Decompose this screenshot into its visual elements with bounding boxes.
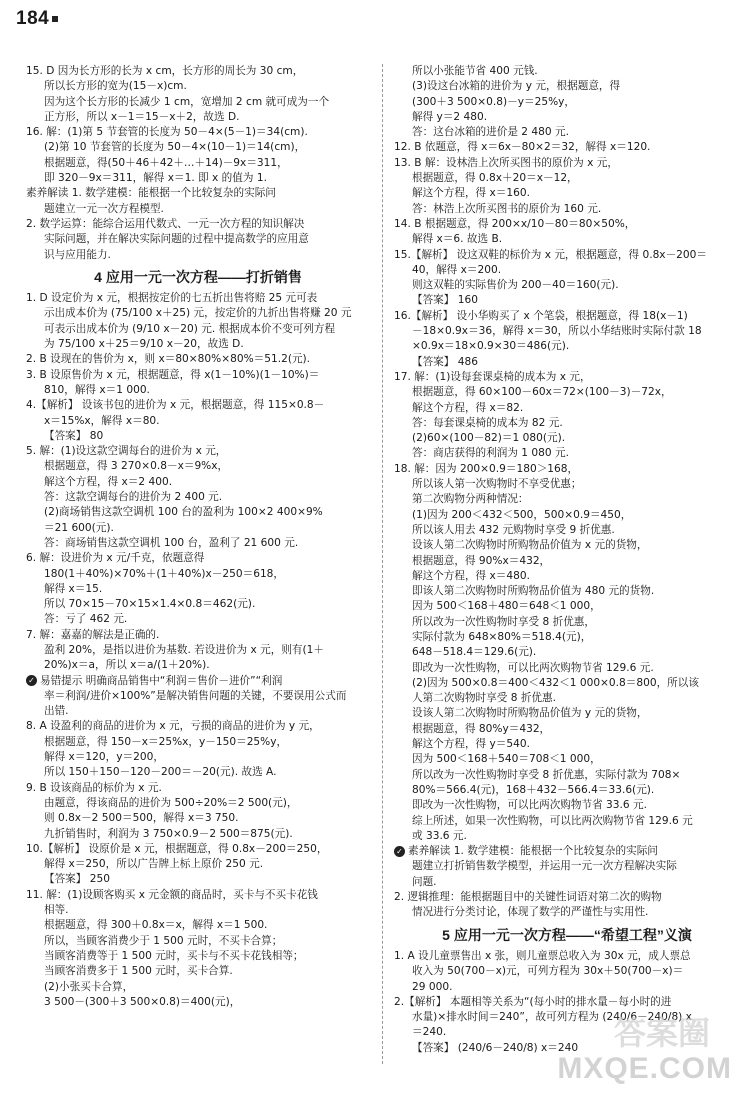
text-line: 13. B 解：设林浩上次所买图书的原价为 x 元， bbox=[394, 156, 618, 169]
watermark-url: MXQE.COM bbox=[557, 1052, 732, 1085]
text-line: 3 500－(300＋3 500×0.8)＝400(元)， bbox=[44, 995, 241, 1008]
text-line: 解这个方程，得 y＝540. bbox=[412, 738, 530, 751]
text-line: 【答案】 250 bbox=[44, 873, 110, 886]
text-line: 所以 150＋150－120－200＝－20(元). 故选 A. bbox=[44, 766, 277, 779]
text-line: 可表示出成本价为 (9/10 x－20) 元. 根据成本价不变可列方程 bbox=[44, 322, 336, 335]
text-line: 16.【解析】 设小华购买了 x 个笔袋，根据题意，得 18(x－1) bbox=[394, 309, 688, 322]
text-line: 盈利 20%，是指以进价为基数. 若设进价为 x 元，则有(1＋ bbox=[44, 643, 324, 656]
text-line: 答：亏了 462 元. bbox=[44, 613, 128, 626]
text-line: 实际问题，并在解决实际问题的过程中提高数学的应用意 bbox=[44, 233, 309, 246]
text-line: 8. A 设盈利的商品的进价为 x 元，亏损的商品的进价为 y 元， bbox=[26, 720, 320, 733]
text-line: 第二次购物分两种情况： bbox=[412, 493, 529, 506]
text-line: 人第二次购物时享受 8 折优惠. bbox=[412, 692, 556, 705]
text-line: 水量)×排水时间＝240”，故可列方程为 (240/6－240/8) x bbox=[412, 1011, 692, 1024]
text-line: (1)因为 200＜432＜500，500×0.9＝450， bbox=[412, 508, 632, 521]
text-line: 80%＝566.4(元)，168＋432－566.4＝33.6(元). bbox=[412, 783, 655, 796]
text-line bbox=[26, 674, 370, 689]
text-line: 即改为一次性购物，可以比两次购物节省 33.6 元. bbox=[412, 799, 647, 812]
text-line: 所以改为一次性购物时享受 8 折优惠， bbox=[412, 615, 595, 628]
text-line: 由题意，得该商品的进价为 500÷20%＝2 500(元)， bbox=[44, 796, 298, 809]
text-line: 所以 70×15－70×15×1.4×0.8＝462(元). bbox=[44, 598, 256, 611]
check-badge-icon: ✓ bbox=[26, 675, 37, 686]
text-line: 1. D 设定价为 x 元，根据按定价的七五折出售将赔 25 元可表 bbox=[26, 292, 318, 305]
text-line: 即该人第二次购物时所购物品价值为 480 元的货物. bbox=[412, 585, 655, 598]
watermark-logo: 答案圈 bbox=[613, 1014, 710, 1052]
text-line: 相等. bbox=[44, 904, 69, 917]
text-line: 答：每套课桌椅的成本为 82 元. bbox=[412, 416, 563, 429]
text-line: 因为这个长方形的长减少 1 cm，宽增加 2 cm 就可成为一个 bbox=[44, 95, 330, 108]
text-line: 所以，当顾客消费少于 1 500 元时，不买卡合算； bbox=[44, 934, 283, 947]
text-line: 则这双鞋的实际售价为 200－40＝160(元). bbox=[412, 279, 619, 292]
text-line: 率＝利润/进价×100%”是解决销售问题的关键，不要误用公式而 bbox=[44, 689, 347, 702]
text-line: 收入为 50(700－x)元，可列方程为 30x＋50(700－x)＝ bbox=[412, 965, 684, 978]
text-line: 则 0.8x－2 500＝500，解得 x＝3 750. bbox=[44, 812, 239, 825]
text-line: 答：这款空调每台的进价为 2 400 元. bbox=[44, 491, 223, 504]
text-line: ×0.9x＝18×0.9×30＝486(元). bbox=[412, 340, 570, 353]
left-column bbox=[26, 64, 370, 1010]
text-line: 题建立打折销售数学模型，并运用一元一次方程解决实际 bbox=[412, 860, 677, 873]
text-line: (2)因为 500×0.8＝400＜432＜1 000×0.8＝800，所以该 bbox=[412, 676, 699, 689]
text-line: ＝21 600(元). bbox=[44, 521, 114, 534]
text-line: 即改为一次性购物，可以比两次购物节省 129.6 元. bbox=[412, 661, 654, 674]
text-line: 【答案】 486 bbox=[412, 355, 478, 368]
text-line: 解得 x＝15. bbox=[44, 582, 103, 595]
text-line: 问题. bbox=[412, 875, 437, 888]
text-line: 180(1＋40%)×70%＋(1＋40%)x－250＝618， bbox=[44, 567, 285, 580]
text-line: 解得 x＝250，所以广告牌上标上原价 250 元. bbox=[44, 858, 264, 871]
text-line: 综上所述，如果一次性购物，可以比两次购物节省 129.6 元 bbox=[412, 814, 693, 827]
text-line: x＝15%x，解得 x＝80. bbox=[44, 414, 160, 427]
text-line: (300＋3 500×0.8)－y＝25%y， bbox=[412, 95, 575, 108]
text-line: 【答案】 80 bbox=[44, 429, 104, 442]
text-line: 16. 解：(1)第 5 节套管的长度为 50－4×(5－1)＝34(cm). bbox=[26, 126, 308, 139]
text-line: 九折销售时，利润为 3 750×0.9－2 500＝875(元). bbox=[44, 827, 293, 840]
text-line bbox=[394, 844, 740, 859]
text-line: 29 000. bbox=[412, 980, 453, 993]
text-line: 2. 逻辑推理：能根据题目中的关键性词语对第二次的购物 bbox=[394, 891, 662, 904]
text-line: 18. 解：因为 200×0.9＝180＞168， bbox=[394, 462, 579, 475]
text-line: 正方形，所以 x－1＝15－x＋2，故选 D. bbox=[44, 110, 240, 123]
text-line: 9. B 设该商品的标价为 x 元. bbox=[26, 781, 162, 794]
text-line: 6. 解：设进价为 x 元/千克，依题意得 bbox=[26, 552, 205, 565]
text-line: 情况进行分类讨论，体现了数学的严谨性与实用性. bbox=[412, 906, 649, 919]
text-line: 即 320－9x＝311，解得 x＝1. 即 x 的值为 1. bbox=[44, 172, 267, 185]
text-line: 根据题意，得 300＋0.8x＝x，解得 x＝1 500. bbox=[44, 919, 268, 932]
text-line: 出错. bbox=[44, 705, 69, 718]
check-badge-icon: ✓ bbox=[394, 846, 405, 857]
text-line: 根据题意，得 0.8x＋20＝x－12， bbox=[412, 172, 578, 185]
text-line: 设该人第二次购物时所购物品价值为 y 元的货物， bbox=[412, 707, 648, 720]
text-line: 7. 解：嘉嘉的解法是正确的. bbox=[26, 628, 160, 641]
text-line: 14. B 根据题意，得 200×x/10－80＝80×50%， bbox=[394, 217, 636, 230]
text-line: 所以该人第一次购物时不享受优惠； bbox=[412, 478, 582, 491]
text-line: 12. B 依题意，得 x＝6x－80×2＝32，解得 x＝120. bbox=[394, 141, 651, 154]
text-line: 设该人第二次购物时所购物品价值为 x 元的货物， bbox=[412, 539, 648, 552]
text-line: 11. 解：(1)设顾客购买 x 元金额的商品时，买卡与不买卡花钱 bbox=[26, 888, 318, 901]
text-line: (2)商场销售这款空调机 100 台的盈利为 100×2 400×9% bbox=[44, 506, 323, 519]
text-line: 根据题意，得 60×100－60x＝72×(100－3)－72x， bbox=[412, 386, 672, 399]
text-line: 根据题意，得 90%x＝432， bbox=[412, 554, 551, 567]
text-line: 【答案】 (240/6－240/8) x＝240 bbox=[412, 1041, 579, 1054]
text-line: 因为 500＜168＋540＝708＜1 000， bbox=[412, 753, 601, 766]
text-line: 题建立一元一次方程模型. bbox=[44, 202, 164, 215]
text-line: 1. A 设儿童票售出 x 张，则儿童票总收入为 30x 元，成人票总 bbox=[394, 949, 691, 962]
text-line: 答：商场销售这款空调机 100 台，盈利了 21 600 元. bbox=[44, 536, 299, 549]
text-line: 2.【解析】 本题相等关系为“(每小时的排水量－每小时的进 bbox=[394, 995, 672, 1008]
text-line: 为 75/100 x＋25＝9/10 x－20，故选 D. bbox=[44, 338, 244, 351]
text-line: 示出成本价为 (75/100 x＋25) 元，按定价的九折出售将赚 20 元 bbox=[44, 307, 352, 320]
right-column bbox=[394, 64, 740, 1056]
section-title: 4 应用一元一次方程——打折销售 bbox=[94, 268, 302, 285]
text-line: 根据题意，得 80%y＝432， bbox=[412, 722, 551, 735]
text-line: 素养解读 1. 数学建模：能根据一个比较复杂的实际问 bbox=[26, 187, 276, 200]
text-line: 17. 解：(1)设每套课桌椅的成本为 x 元， bbox=[394, 370, 591, 383]
text-line: 所以长方形的宽为(15－x)cm. bbox=[44, 80, 187, 93]
text-line: 2. B 设现在的售价为 x，则 x＝80×80%×80%＝51.2(元). bbox=[26, 353, 311, 366]
text-line: 解这个方程，得 x＝82. bbox=[412, 401, 524, 414]
text-line: 当顾客消费等于 1 500 元时，买卡与不买卡花钱相等； bbox=[44, 949, 304, 962]
text-line: 15. D 因为长方形的长为 x cm，长方形的周长为 30 cm， bbox=[26, 65, 304, 77]
text-line: 根据题意，得(50＋46＋42＋…＋14)－9x＝311， bbox=[44, 156, 288, 169]
text-line: 3. B 设原售价为 x 元，根据题意，得 x(1－10%)(1－10%)＝ bbox=[26, 368, 320, 381]
text-line: 答：林浩上次所买图书的原价为 160 元. bbox=[412, 202, 602, 215]
text-line: 或 33.6 元. bbox=[412, 829, 467, 842]
text-line: (2)60×(100－82)＝1 080(元). bbox=[412, 432, 566, 445]
text-line: ＝240. bbox=[412, 1026, 447, 1039]
text-line: 4.【解析】 设该书包的进价为 x 元，根据题意，得 115×0.8－ bbox=[26, 399, 325, 412]
text-line: (3)设这台冰箱的进价为 y 元，根据题意，得 bbox=[412, 80, 621, 93]
text-line: 5. 解：(1)设这款空调每台的进价为 x 元， bbox=[26, 445, 227, 458]
text-line: 识与应用能力. bbox=[44, 248, 111, 261]
page-number: 184 bbox=[16, 8, 58, 30]
text-line: 因为 500＜168＋480＝648＜1 000， bbox=[412, 600, 601, 613]
text-line: 解这个方程，得 x＝480. bbox=[412, 569, 530, 582]
text-line: 15.【解析】 设这双鞋的标价为 x 元，根据题意，得 0.8x－200＝ bbox=[394, 248, 707, 261]
text-line: 根据题意，得 150－x＝25%x，y－150＝25%y， bbox=[44, 735, 288, 748]
text-line: 解得 x＝120，y＝200， bbox=[44, 751, 164, 764]
note-text: 素养解读 1. 数学建模：能根据一个比较复杂的实际问 bbox=[408, 845, 658, 858]
text-line: 648－518.4＝129.6(元). bbox=[412, 646, 537, 659]
text-line: 当顾客消费多于 1 500 元时，买卡合算. bbox=[44, 965, 233, 978]
text-line: 所以小张能节省 400 元钱. bbox=[412, 65, 538, 77]
text-line: 解得 y＝2 480. bbox=[412, 110, 488, 123]
column-divider bbox=[382, 64, 383, 1064]
text-line: 所以该人用去 432 元购物时享受 9 折优惠. bbox=[412, 523, 615, 536]
text-line: 答：这台冰箱的进价是 2 480 元. bbox=[412, 126, 569, 139]
text-line: 810，解得 x＝1 000. bbox=[44, 383, 150, 396]
text-line: 2. 数学运算：能综合运用代数式、一元一次方程的知识解决 bbox=[26, 217, 305, 230]
text-line: 解这个方程，得 x＝2 400. bbox=[44, 475, 173, 488]
page-number-marker bbox=[52, 16, 58, 22]
text-line: 解这个方程，得 x＝160. bbox=[412, 187, 530, 200]
text-line: 10.【解析】 设原价是 x 元，根据题意，得 0.8x－200＝250， bbox=[26, 842, 328, 855]
text-line: 实际付款为 648×80%＝518.4(元)， bbox=[412, 630, 592, 643]
text-line: 40，解得 x＝200. bbox=[412, 263, 502, 276]
text-line: (2)小张买卡合算， bbox=[44, 980, 134, 993]
text-line: －18×0.9x＝36，解得 x＝30，所以小华结账时实际付款 18 bbox=[412, 325, 702, 338]
section-title: 5 应用一元一次方程——“希望工程”义演 bbox=[442, 926, 692, 943]
text-line: 20%)x＝a，所以 x＝a/(1＋20%). bbox=[44, 659, 210, 672]
text-line: 根据题意，得 3 270×0.8－x＝9%x， bbox=[44, 460, 229, 473]
text-line: 所以改为一次性购物时享受 8 折优惠，实际付款为 708× bbox=[412, 768, 681, 781]
note-text: 易错提示 明确商品销售中“利润＝售价－进价”“利润 bbox=[40, 674, 283, 687]
text-line: 解得 x＝6. 故选 B. bbox=[412, 233, 503, 246]
text-line: 【答案】 160 bbox=[412, 294, 478, 307]
text-line: (2)第 10 节套管的长度为 50－4×(10－1)＝14(cm)， bbox=[44, 141, 306, 154]
text-line: 答：商店获得的利润为 1 080 元. bbox=[412, 447, 569, 460]
